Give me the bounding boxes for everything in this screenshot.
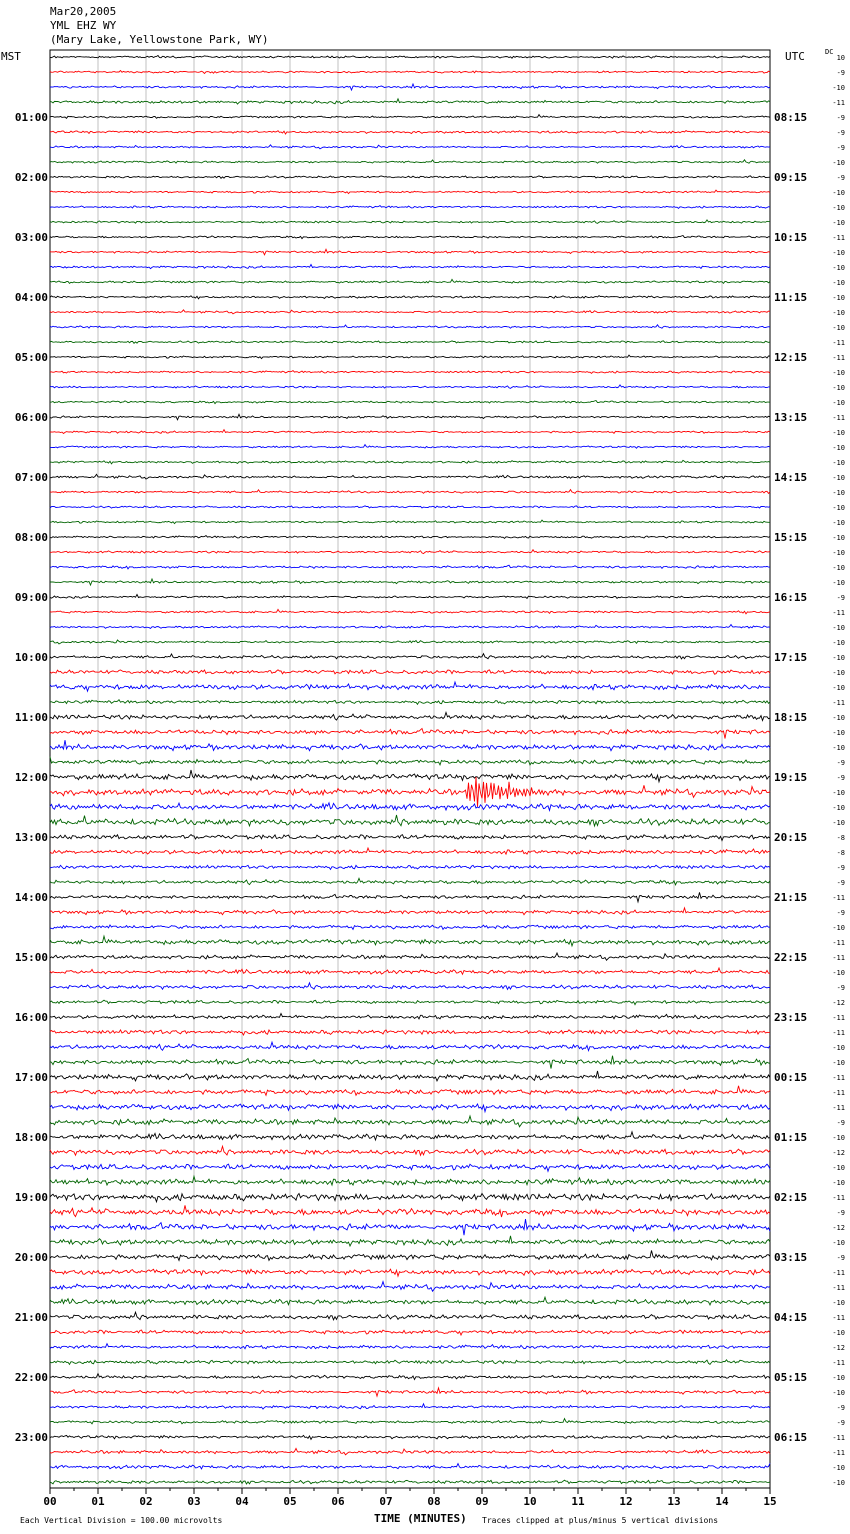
dc-offset-label: -10 xyxy=(832,1299,845,1307)
seismic-trace xyxy=(50,700,770,705)
left-hour-label: 19:00 xyxy=(14,1191,48,1204)
seismic-trace xyxy=(50,925,770,929)
x-tick-label: 14 xyxy=(715,1495,729,1508)
dc-offset-label: -11 xyxy=(832,1104,845,1112)
dc-offset-label: -9 xyxy=(836,129,845,137)
seismic-trace xyxy=(50,1116,770,1127)
seismic-trace xyxy=(50,1463,770,1469)
left-hour-label: 03:00 xyxy=(14,231,48,244)
x-tick-label: 11 xyxy=(571,1495,585,1508)
dc-offset-label: -9 xyxy=(836,144,845,152)
left-hour-label: 04:00 xyxy=(14,291,48,304)
seismic-trace xyxy=(50,565,770,569)
seismic-trace xyxy=(50,236,770,239)
left-hour-label: 23:00 xyxy=(14,1431,48,1444)
seismic-trace xyxy=(50,1030,770,1035)
seismic-trace xyxy=(50,1000,770,1004)
seismic-trace xyxy=(50,865,770,869)
dc-offset-label: -11 xyxy=(832,954,845,962)
seismic-trace xyxy=(50,1374,770,1380)
dc-offset-label: -10 xyxy=(832,429,845,437)
dc-offset-label: -11 xyxy=(832,1194,845,1202)
seismic-trace xyxy=(50,579,770,585)
dc-offset-label: -10 xyxy=(832,159,845,167)
dc-offset-label: -11 xyxy=(832,1014,845,1022)
seismic-trace xyxy=(50,71,770,74)
seismic-trace xyxy=(50,1388,770,1396)
seismic-trace xyxy=(50,1219,770,1235)
dc-offset-label: -11 xyxy=(832,99,845,107)
dc-offset-label: -12 xyxy=(832,1149,845,1157)
dc-offset-label: -10 xyxy=(832,249,845,257)
right-hour-label: 01:15 xyxy=(774,1131,808,1144)
dc-offset-label: -11 xyxy=(832,1449,845,1457)
dc-offset-label: -10 xyxy=(832,714,845,722)
left-hour-label: 08:00 xyxy=(14,531,48,544)
dc-offset-label: -10 xyxy=(832,669,845,677)
dc-offset-label: -10 xyxy=(832,1479,845,1487)
x-tick-label: 13 xyxy=(667,1495,681,1508)
dc-offset-label: -11 xyxy=(832,1284,845,1292)
right-hour-label: 20:15 xyxy=(774,831,808,844)
seismic-trace xyxy=(50,968,770,974)
dc-offset-label: -11 xyxy=(832,339,845,347)
left-hour-label: 22:00 xyxy=(14,1371,48,1384)
right-hour-label: 10:15 xyxy=(774,231,808,244)
seismic-trace xyxy=(50,115,770,119)
dc-offset-label: -10 xyxy=(832,1059,845,1067)
seismic-trace xyxy=(50,520,770,524)
dc-offset-label: -10 xyxy=(832,519,845,527)
right-hour-label: 21:15 xyxy=(774,891,808,904)
seismic-trace xyxy=(50,131,770,134)
seismic-trace xyxy=(50,1236,770,1246)
seismic-trace xyxy=(50,1071,770,1081)
left-hour-label: 01:00 xyxy=(14,111,48,124)
right-hour-label: 03:15 xyxy=(774,1251,808,1264)
left-hour-label: 09:00 xyxy=(14,591,48,604)
x-tick-label: 09 xyxy=(475,1495,489,1508)
dc-offset-label: -11 xyxy=(832,699,845,707)
dc-offset-label: -10 xyxy=(832,219,845,227)
left-hour-label: 20:00 xyxy=(14,1251,48,1264)
header-date: Mar20,2005 xyxy=(50,5,117,18)
x-tick-label: 07 xyxy=(379,1495,393,1508)
seismic-trace xyxy=(50,445,770,449)
seismic-trace xyxy=(50,190,770,194)
dc-offset-label: -9 xyxy=(836,1404,845,1412)
seismic-trace xyxy=(50,279,770,283)
dc-offset-label: -9 xyxy=(836,864,845,872)
seismic-trace xyxy=(50,1251,770,1261)
dc-offset-label: -11 xyxy=(832,1089,845,1097)
right-hour-label: 04:15 xyxy=(774,1311,808,1324)
dc-offset-label: -9 xyxy=(836,1419,845,1427)
seismic-trace xyxy=(50,1014,770,1019)
seismic-trace xyxy=(50,595,770,599)
right-hour-label: 22:15 xyxy=(774,951,808,964)
left-hour-label: 21:00 xyxy=(14,1311,48,1324)
seismic-trace xyxy=(50,1194,770,1202)
right-timezone-label: UTC xyxy=(785,50,805,63)
right-hour-label: 02:15 xyxy=(774,1191,808,1204)
seismic-trace xyxy=(50,1448,770,1454)
seismic-trace xyxy=(50,1205,770,1217)
dc-label: DC xyxy=(825,48,834,56)
dc-offset-label: -10 xyxy=(832,549,845,557)
dc-offset-label: -10 xyxy=(832,1164,845,1172)
dc-offset-label: -9 xyxy=(836,1209,845,1217)
seismic-trace xyxy=(50,1086,770,1096)
right-hour-label: 09:15 xyxy=(774,171,808,184)
x-tick-label: 12 xyxy=(619,1495,633,1508)
dc-offset-label: -10 xyxy=(832,264,845,272)
dc-offset-label: -11 xyxy=(832,894,845,902)
seismic-trace xyxy=(50,401,770,404)
seismic-trace xyxy=(50,777,770,807)
dc-offset-label: -9 xyxy=(836,1119,845,1127)
dc-offset-label: -10 xyxy=(832,1329,845,1337)
dc-offset-label: -10 xyxy=(832,684,845,692)
dc-offset-label: -10 xyxy=(832,504,845,512)
dc-offset-label: -11 xyxy=(832,1314,845,1322)
seismic-trace xyxy=(50,1419,770,1424)
seismic-trace xyxy=(50,654,770,659)
right-hour-label: 15:15 xyxy=(774,531,808,544)
dc-offset-label: -11 xyxy=(832,354,845,362)
dc-offset-label: -10 xyxy=(832,84,845,92)
dc-offset-label: -11 xyxy=(832,1074,845,1082)
x-tick-label: 02 xyxy=(139,1495,153,1508)
dc-offset-label: -12 xyxy=(832,999,845,1007)
seismic-trace xyxy=(50,1132,770,1140)
dc-offset-label: -10 xyxy=(832,789,845,797)
dc-offset-label: -9 xyxy=(836,909,845,917)
seismic-trace xyxy=(50,682,770,691)
seismic-trace xyxy=(50,936,770,946)
dc-offset-label: -11 xyxy=(832,609,845,617)
seismic-trace xyxy=(50,892,770,901)
dc-offset-label: -10 xyxy=(832,654,845,662)
dc-offset-label: -11 xyxy=(832,1434,845,1442)
seismic-trace xyxy=(50,1330,770,1335)
dc-offset-label: -10 xyxy=(832,1044,845,1052)
right-hour-label: 05:15 xyxy=(774,1371,808,1384)
dc-offset-label: -11 xyxy=(832,414,845,422)
x-tick-label: 08 xyxy=(427,1495,441,1508)
dc-offset-label: 10 xyxy=(836,54,845,62)
seismic-trace xyxy=(50,430,770,434)
clip-note: Traces clipped at plus/minus 5 vertical divisions xyxy=(482,1516,719,1525)
right-hour-label: 23:15 xyxy=(774,1011,808,1024)
seismic-trace xyxy=(50,712,770,720)
dc-offset-label: -11 xyxy=(832,1359,845,1367)
seismic-trace xyxy=(50,640,770,644)
dc-offset-label: -10 xyxy=(832,804,845,812)
seismic-trace xyxy=(50,160,770,163)
right-hour-label: 18:15 xyxy=(774,711,808,724)
header-location: (Mary Lake, Yellowstone Park, WY) xyxy=(50,33,269,46)
seismic-trace xyxy=(50,1344,770,1349)
dc-offset-label: -10 xyxy=(832,1464,845,1472)
seismic-trace xyxy=(50,848,770,854)
dc-offset-label: -9 xyxy=(836,69,845,77)
dc-offset-label: -8 xyxy=(836,834,845,842)
seismic-trace xyxy=(50,1480,770,1484)
dc-offset-label: -10 xyxy=(832,474,845,482)
dc-offset-label: -10 xyxy=(832,1389,845,1397)
x-tick-label: 05 xyxy=(283,1495,297,1508)
seismic-trace xyxy=(50,1360,770,1365)
scale-note: Each Vertical Division = 100.00 microvolts xyxy=(20,1516,223,1525)
seismic-trace xyxy=(50,1042,770,1050)
x-axis-title: TIME (MINUTES) xyxy=(374,1512,467,1525)
dc-offset-label: -10 xyxy=(832,819,845,827)
dc-offset-label: -12 xyxy=(832,1344,845,1352)
seismic-trace xyxy=(50,1404,770,1409)
seismic-trace xyxy=(50,249,770,255)
seismic-trace xyxy=(50,740,770,751)
header-station: YML EHZ WY xyxy=(50,19,117,32)
dc-offset-label: -11 xyxy=(832,939,845,947)
dc-offset-label: -9 xyxy=(836,759,845,767)
right-hour-label: 19:15 xyxy=(774,771,808,784)
seismic-trace xyxy=(50,506,770,508)
seismic-trace xyxy=(50,220,770,224)
dc-offset-label: -10 xyxy=(832,1239,845,1247)
dc-offset-label: -9 xyxy=(836,984,845,992)
seismic-trace xyxy=(50,803,770,811)
dc-offset-label: -12 xyxy=(832,1224,845,1232)
seismic-trace xyxy=(50,474,770,479)
dc-offset-label: -10 xyxy=(832,444,845,452)
seismic-trace xyxy=(50,99,770,104)
left-hour-label: 02:00 xyxy=(14,171,48,184)
left-hour-label: 17:00 xyxy=(14,1071,48,1084)
seismic-trace xyxy=(50,56,770,59)
left-hour-label: 07:00 xyxy=(14,471,48,484)
right-hour-label: 00:15 xyxy=(774,1071,808,1084)
dc-offset-label: -10 xyxy=(832,924,845,932)
dc-offset-label: -9 xyxy=(836,774,845,782)
seismic-trace xyxy=(50,815,770,826)
seismic-trace xyxy=(50,625,770,629)
seismic-trace xyxy=(50,490,770,494)
left-hour-label: 18:00 xyxy=(14,1131,48,1144)
dc-offset-label: -10 xyxy=(832,624,845,632)
seismic-trace xyxy=(50,1164,770,1171)
seismic-trace xyxy=(50,265,770,269)
dc-offset-label: -9 xyxy=(836,594,845,602)
seismic-trace xyxy=(50,536,770,539)
dc-offset-label: -10 xyxy=(832,1179,845,1187)
dc-offset-label: -10 xyxy=(832,204,845,212)
seismic-trace xyxy=(50,1146,770,1155)
dc-offset-label: -10 xyxy=(832,459,845,467)
dc-offset-label: -10 xyxy=(832,384,845,392)
dc-offset-label: -10 xyxy=(832,489,845,497)
right-hour-label: 12:15 xyxy=(774,351,808,364)
seismic-trace xyxy=(50,757,770,765)
dc-offset-label: -9 xyxy=(836,879,845,887)
seismic-trace xyxy=(50,670,770,674)
left-hour-label: 05:00 xyxy=(14,351,48,364)
dc-offset-label: -11 xyxy=(832,1269,845,1277)
dc-offset-label: -10 xyxy=(832,189,845,197)
left-hour-label: 15:00 xyxy=(14,951,48,964)
dc-offset-label: -10 xyxy=(832,1134,845,1142)
right-hour-label: 14:15 xyxy=(774,471,808,484)
x-tick-label: 00 xyxy=(43,1495,57,1508)
dc-offset-label: -9 xyxy=(836,1254,845,1262)
seismic-trace xyxy=(50,1269,770,1276)
seismic-trace xyxy=(50,878,770,885)
dc-offset-label: -10 xyxy=(832,969,845,977)
right-hour-label: 11:15 xyxy=(774,291,808,304)
seismic-trace xyxy=(50,1282,770,1292)
left-hour-label: 14:00 xyxy=(14,891,48,904)
seismic-trace xyxy=(50,983,770,990)
seismic-trace xyxy=(50,460,770,463)
left-timezone-label: MST xyxy=(1,50,21,63)
left-hour-label: 12:00 xyxy=(14,771,48,784)
seismic-trace xyxy=(50,770,770,782)
x-tick-label: 15 xyxy=(763,1495,777,1508)
seismic-trace xyxy=(50,550,770,554)
x-tick-label: 06 xyxy=(331,1495,345,1508)
seismic-trace xyxy=(50,835,770,841)
seismic-trace xyxy=(50,1297,770,1305)
x-tick-label: 10 xyxy=(523,1495,537,1508)
dc-offset-label: -10 xyxy=(832,279,845,287)
x-tick-label: 04 xyxy=(235,1495,249,1508)
right-hour-label: 13:15 xyxy=(774,411,808,424)
x-tick-label: 01 xyxy=(91,1495,105,1508)
x-tick-label: 03 xyxy=(187,1495,201,1508)
seismic-trace xyxy=(50,1435,770,1439)
right-hour-label: 06:15 xyxy=(774,1431,808,1444)
seismic-trace xyxy=(50,1176,770,1185)
seismic-trace xyxy=(50,1312,770,1320)
left-hour-label: 11:00 xyxy=(14,711,48,724)
dc-offset-label: -11 xyxy=(832,234,845,242)
seismic-trace xyxy=(50,295,770,298)
seismic-trace xyxy=(50,355,770,359)
dc-offset-label: -10 xyxy=(832,534,845,542)
seismic-trace xyxy=(50,729,770,739)
right-hour-label: 16:15 xyxy=(774,591,808,604)
seismic-trace xyxy=(50,414,770,420)
dc-offset-label: -8 xyxy=(836,849,845,857)
seismic-trace xyxy=(50,371,770,374)
seismic-trace xyxy=(50,206,770,209)
dc-offset-label: -10 xyxy=(832,579,845,587)
dc-offset-label: -10 xyxy=(832,399,845,407)
left-hour-label: 16:00 xyxy=(14,1011,48,1024)
seismic-trace xyxy=(50,609,770,613)
dc-offset-label: -9 xyxy=(836,114,845,122)
left-hour-label: 13:00 xyxy=(14,831,48,844)
left-hour-label: 10:00 xyxy=(14,651,48,664)
seismic-trace xyxy=(50,1056,770,1069)
left-hour-label: 06:00 xyxy=(14,411,48,424)
seismic-trace xyxy=(50,176,770,178)
dc-offset-label: -10 xyxy=(832,744,845,752)
right-hour-label: 08:15 xyxy=(774,111,808,124)
seismic-trace xyxy=(50,310,770,314)
seismic-trace xyxy=(50,953,770,960)
seismic-trace xyxy=(50,1104,770,1112)
seismic-trace xyxy=(50,145,770,149)
dc-offset-label: -10 xyxy=(832,369,845,377)
right-hour-label: 17:15 xyxy=(774,651,808,664)
seismic-trace xyxy=(50,341,770,343)
dc-offset-label: -10 xyxy=(832,294,845,302)
dc-offset-label: -10 xyxy=(832,324,845,332)
dc-offset-label: -10 xyxy=(832,564,845,572)
dc-offset-label: -11 xyxy=(832,1029,845,1037)
dc-offset-label: -9 xyxy=(836,174,845,182)
dc-offset-label: -10 xyxy=(832,639,845,647)
plot-frame xyxy=(50,50,770,1488)
dc-offset-label: -10 xyxy=(832,1374,845,1382)
seismic-trace xyxy=(50,908,770,915)
seismic-trace xyxy=(50,385,770,389)
dc-offset-label: -10 xyxy=(832,729,845,737)
seismic-trace xyxy=(50,325,770,328)
seismic-trace xyxy=(50,84,770,90)
dc-offset-label: -10 xyxy=(832,309,845,317)
